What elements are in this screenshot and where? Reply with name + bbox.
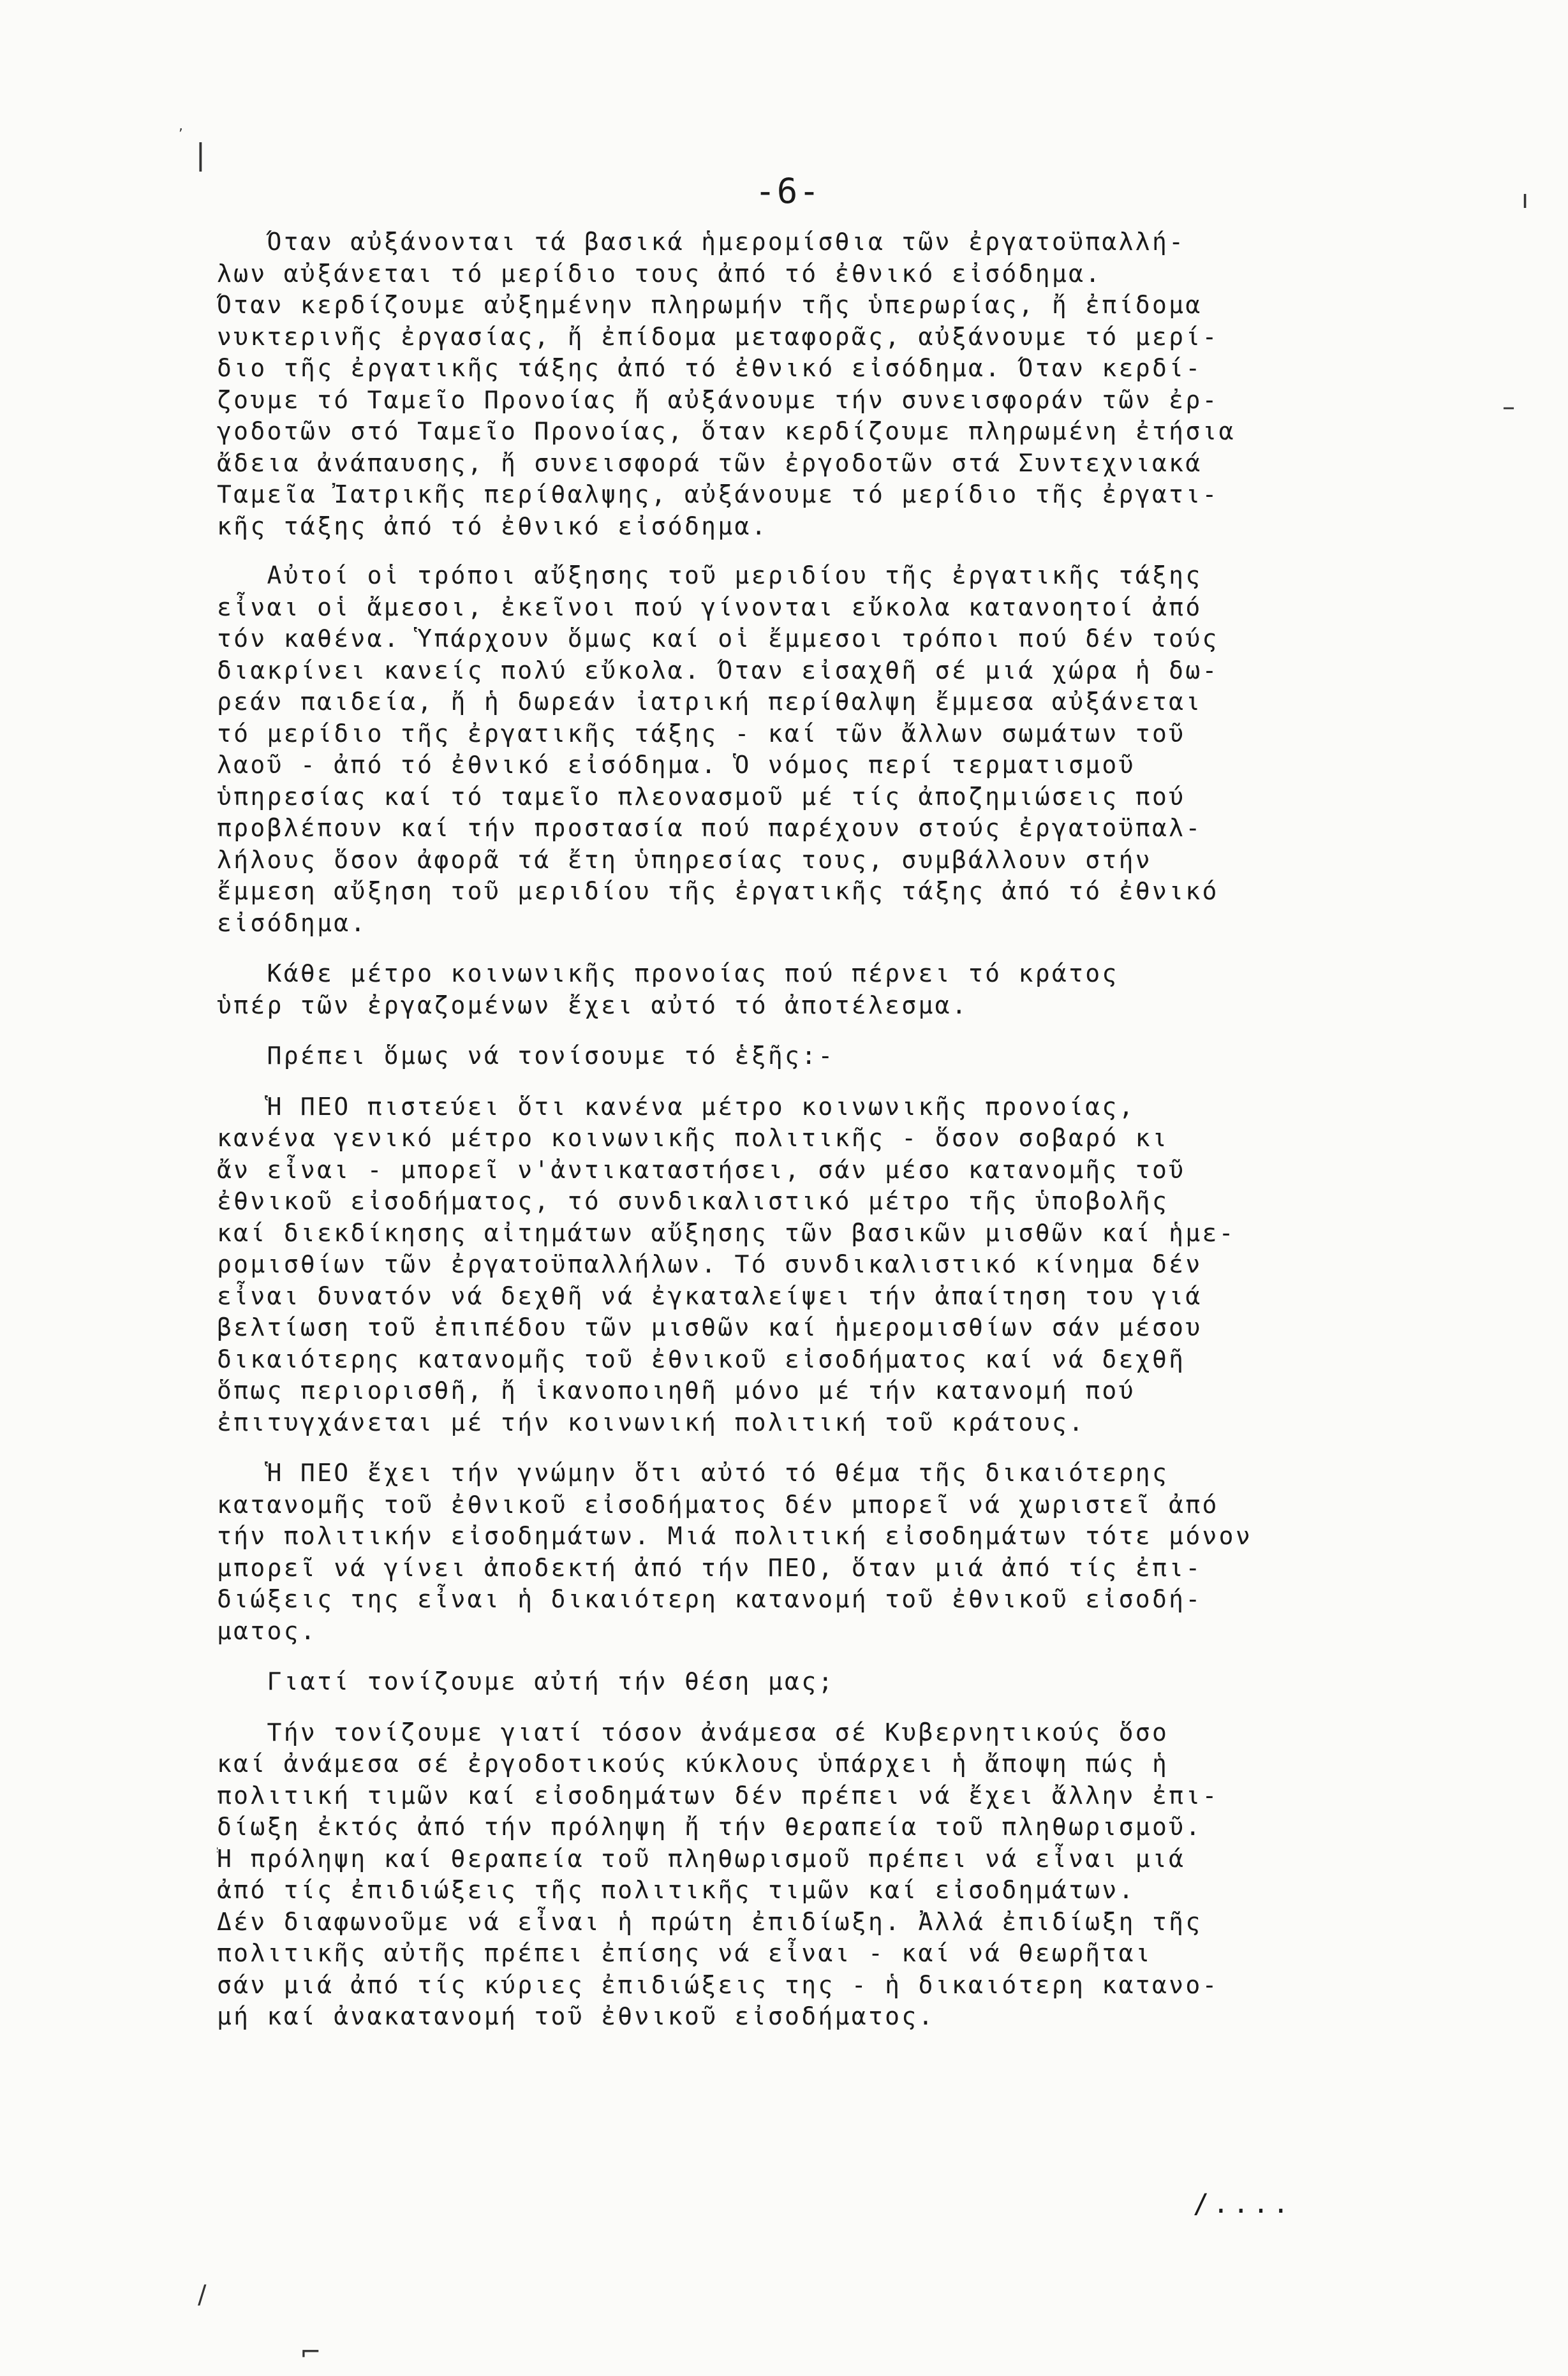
- text-line: νυκτερινῆς ἐργασίας, ἤ ἐπίδομα μεταφορᾶς, αὐξάνουμε τό μερί-: [217, 322, 1219, 351]
- margin-mark-top-left: ❘: [188, 137, 213, 172]
- text-line: μή καί ἀνακατανομή τοῦ ἐθνικοῦ εἰσοδήματος.: [217, 2002, 935, 2030]
- text-line: ἄδεια ἀνάπαυσης, ἤ συνεισφορά τῶν ἐργοδοτῶν στά Συντεχνιακά: [217, 448, 1202, 477]
- paragraph-5: [217, 1091, 1435, 1439]
- text-line: ματος.: [217, 1616, 318, 1645]
- text-line: λαοῦ - ἀπό τό ἐθνικό εἰσόδημα. Ὁ νόμος περί τερματισμοῦ: [217, 751, 1135, 779]
- text-line: πολιτικῆς αὐτῆς πρέπει ἐπίσης νά εἶναι - καί νά θεωρῆται: [217, 1939, 1152, 1967]
- text-line: τόν καθένα. Ὑπάρχουν ὅμως καί οἱ ἔμμεσοι τρόποι πού δέν τούς: [217, 624, 1219, 653]
- margin-mark-right: –: [1502, 392, 1515, 422]
- paragraph-6: [217, 1457, 1435, 1647]
- text-line: ζουμε τό Ταμεῖο Προνοίας ἤ αὐξάνουμε τήν συνεισφοράν τῶν ἐρ-: [217, 385, 1219, 414]
- paragraph-2: [217, 560, 1435, 939]
- text-line: ὅπως περιορισθῆ, ἤ ἱκανοποιηθῆ μόνο μέ τήν κατανομή πού: [217, 1376, 1135, 1405]
- text-line: τό μερίδιο τῆς ἐργατικῆς τάξης - καί τῶν ἄλλων σωμάτων τοῦ: [217, 719, 1186, 748]
- text-line: Όταν κερδίζουμε αὐξημένην πληρωμήν τῆς ὑπερωρίας, ἤ ἐπίδομα: [217, 291, 1202, 319]
- text-line: λήλους ὅσον ἀφορᾶ τά ἔτη ὑπηρεσίας τους, συμβάλλουν στήν: [217, 845, 1152, 874]
- text-line: δίωξη ἐκτός ἀπό τήν πρόληψη ἤ τήν θεραπεία τοῦ πληθωρισμοῦ.: [217, 1813, 1202, 1841]
- text-line: δικαιότερης κατανομῆς τοῦ ἐθνικοῦ εἰσοδήματος καί νά δεχθῆ: [217, 1345, 1186, 1373]
- text-line: διο τῆς ἐργατικῆς τάξης ἀπό τό ἐθνικό εἰσόδημα. Όταν κερδί-: [217, 354, 1202, 382]
- text-line: Ταμεῖα Ἰατρικῆς περίθαλψης, αὐξάνουμε τό μερίδιο τῆς ἐργατι-: [217, 480, 1219, 508]
- text-line: εἶναι δυνατόν νά δεχθῆ νά ἐγκαταλείψει τήν ἀπαίτηση του γιά: [217, 1281, 1202, 1310]
- text-line: Ἡ πρόληψη καί θεραπεία τοῦ πληθωρισμοῦ πρέπει νά εἶναι μιά: [217, 1844, 1186, 1873]
- text-line: Τήν τονίζουμε γιατί τόσον ἀνάμεσα σέ Κυβερνητικούς ὅσο: [217, 1718, 1169, 1746]
- text-line: εἰσόδημα.: [217, 908, 367, 937]
- margin-mark-left-bottom: /: [198, 2280, 207, 2310]
- text-line: ἔμμεση αὔξηση τοῦ μεριδίου τῆς ἐργατικῆς τάξης ἀπό τό ἐθνικό: [217, 877, 1219, 905]
- text-line: εἶναι οἱ ἄμεσοι, ἐκεῖνοι πού γίνονται εὔκολα κατανοητοί ἀπό: [217, 593, 1202, 621]
- text-line: ρομισθίων τῶν ἐργατοϋπαλλήλων. Τό συνδικαλιστικό κίνημα δέν: [217, 1250, 1202, 1278]
- text-line: ὑπηρεσίας καί τό ταμεῖο πλεονασμοῦ μέ τίς ἀποζημιώσεις πού: [217, 782, 1186, 811]
- margin-mark-corner: ⌐: [300, 2338, 322, 2367]
- paragraph-3: [217, 958, 1435, 1021]
- text-line: καί ἀνάμεσα σέ ἐργοδοτικούς κύκλους ὑπάρχει ἡ ἄποψη πώς ἡ: [217, 1750, 1169, 1778]
- text-line: ἀπό τίς ἐπιδιώξεις τῆς πολιτικῆς τιμῶν καί εἰσοδημάτων.: [217, 1876, 1135, 1904]
- text-line: διακρίνει κανείς πολύ εὔκολα. Όταν εἰσαχθῆ σέ μιά χώρα ἡ δω-: [217, 656, 1219, 684]
- text-line: ἄν εἶναι - μπορεῖ ν'ἀντικαταστήσει, σάν μέσο κατανομῆς τοῦ: [217, 1155, 1186, 1184]
- text-line: ρεάν παιδεία, ἤ ἡ δωρεάν ἰατρική περίθαλψη ἔμμεσα αὐξάνεται: [217, 688, 1202, 716]
- text-line: τήν πολιτικήν εἰσοδημάτων. Μιά πολιτική εἰσοδημάτων τότε μόνον: [217, 1522, 1253, 1550]
- text-line: προβλέπουν καί τήν προστασία πού παρέχουν στούς ἐργατοϋπαλ-: [217, 814, 1202, 842]
- continuation-mark: /....: [1193, 2188, 1293, 2219]
- text-line: Δέν διαφωνοῦμε νά εἶναι ἡ πρώτη ἐπιδίωξη. Ἀλλά ἐπιδίωξη τῆς: [217, 1907, 1202, 1936]
- text-line: ἐπιτυγχάνεται μέ τήν κοινωνική πολιτική τοῦ κράτους.: [217, 1408, 1086, 1436]
- text-line: ἐθνικοῦ εἰσοδήματος, τό συνδικαλιστικό μέτρο τῆς ὑποβολῆς: [217, 1187, 1169, 1215]
- text-line: βελτίωση τοῦ ἐπιπέδου τῶν μισθῶν καί ἡμερομισθίων σάν μέσου: [217, 1313, 1202, 1341]
- margin-mark-top-right: ı: [1521, 185, 1529, 214]
- text-line: κῆς τάξης ἀπό τό ἐθνικό εἰσόδημα.: [217, 512, 768, 540]
- paragraph-4: [217, 1040, 1435, 1072]
- paragraph-8: [217, 1717, 1435, 2033]
- text-line: Πρέπει ὅμως νά τονίσουμε τό ἑξῆς:-: [217, 1042, 835, 1070]
- body-text: [217, 226, 1435, 2033]
- text-line: Γιατί τονίζουμε αὐτή τήν θέση μας;: [217, 1667, 835, 1695]
- text-line: Κάθε μέτρο κοινωνικῆς προνοίας πού πέρνει τό κράτος: [217, 959, 1119, 987]
- paragraph-1: [217, 226, 1435, 542]
- text-line: Όταν αὐξάνονται τά βασικά ἡμερομίσθια τῶν ἐργατοϋπαλλή-: [217, 228, 1186, 256]
- page-number: -6-: [755, 171, 821, 211]
- text-line: λων αὐξάνεται τό μερίδιο τους ἀπό τό ἐθνικό εἰσόδημα.: [217, 259, 1102, 288]
- text-line: σάν μιά ἀπό τίς κύριες ἐπιδιώξεις της - ἡ δικαιότερη κατανο-: [217, 1970, 1219, 1999]
- margin-mark-top: ,: [179, 118, 183, 134]
- text-line: διώξεις της εἶναι ἡ δικαιότερη κατανομή τοῦ ἐθνικοῦ εἰσοδή-: [217, 1585, 1202, 1613]
- text-line: πολιτική τιμῶν καί εἰσοδημάτων δέν πρέπει νά ἔχει ἄλλην ἐπι-: [217, 1781, 1219, 1810]
- text-line: γοδοτῶν στό Ταμεῖο Προνοίας, ὅταν κερδίζουμε πληρωμένη ἐτήσια: [217, 417, 1236, 445]
- text-line: κατανομῆς τοῦ ἐθνικοῦ εἰσοδήματος δέν μπορεῖ νά χωριστεῖ ἀπό: [217, 1490, 1219, 1519]
- text-line: Ἡ ΠΕΟ ἔχει τήν γνώμην ὅτι αὐτό τό θέμα τῆς δικαιότερης: [217, 1459, 1169, 1487]
- text-line: Αὐτοί οἱ τρόποι αὔξησης τοῦ μεριδίου τῆς ἐργατικῆς τάξης: [217, 561, 1202, 589]
- paragraph-7: [217, 1666, 1435, 1698]
- text-line: καί διεκδίκησης αἰτημάτων αὔξησης τῶν βασικῶν μισθῶν καί ἡμε-: [217, 1218, 1236, 1247]
- text-line: Ἡ ΠΕΟ πιστεύει ὅτι κανένα μέτρο κοινωνικῆς προνοίας,: [217, 1092, 1135, 1121]
- text-line: ὑπέρ τῶν ἐργαζομένων ἔχει αὐτό τό ἀποτέλεσμα.: [217, 991, 969, 1019]
- text-line: κανένα γενικό μέτρο κοινωνικῆς πολιτικῆς - ὅσον σοβαρό κι: [217, 1124, 1169, 1152]
- text-line: μπορεῖ νά γίνει ἀποδεκτή ἀπό τήν ΠΕΟ, ὅταν μιά ἀπό τίς ἐπι-: [217, 1553, 1202, 1582]
